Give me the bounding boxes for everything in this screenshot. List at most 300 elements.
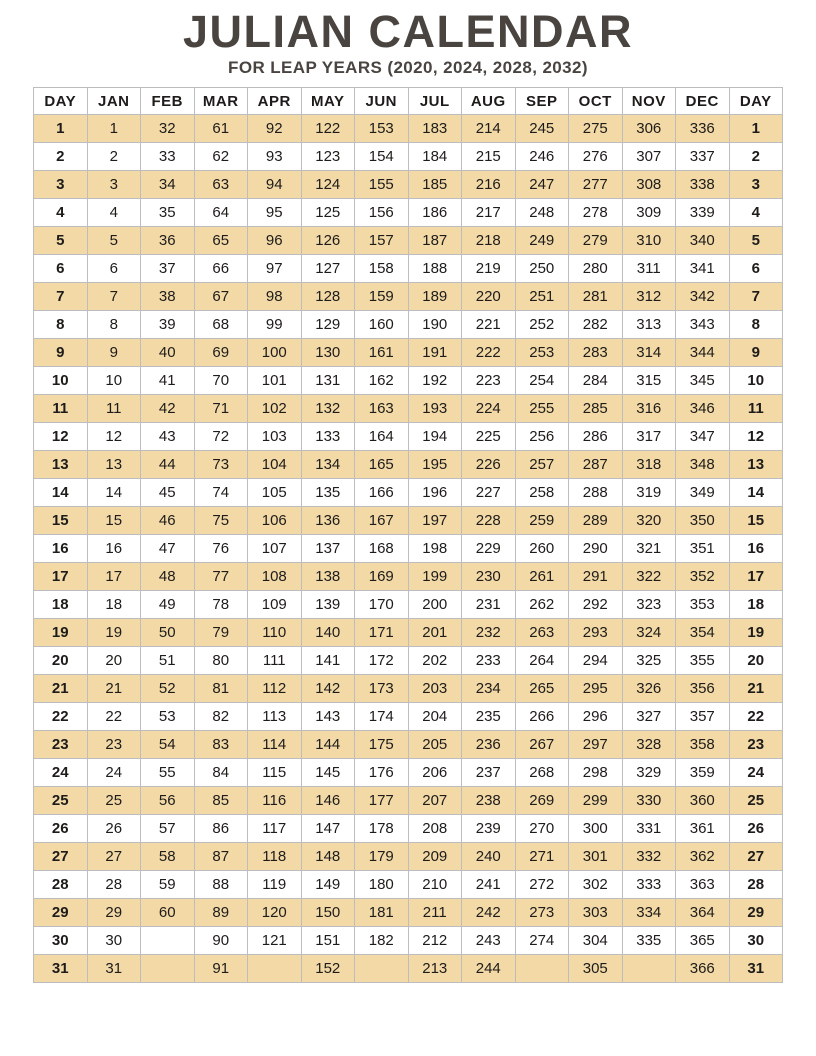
day-number-cell: 10 <box>729 367 783 395</box>
day-number-cell: 1 <box>729 115 783 143</box>
julian-date-cell: 319 <box>622 479 676 507</box>
julian-date-cell: 179 <box>355 843 409 871</box>
julian-date-cell: 280 <box>569 255 623 283</box>
julian-date-cell: 215 <box>462 143 516 171</box>
day-number-cell: 23 <box>729 731 783 759</box>
julian-date-cell: 169 <box>355 563 409 591</box>
julian-date-cell: 52 <box>141 675 195 703</box>
julian-date-cell: 227 <box>462 479 516 507</box>
julian-date-cell: 122 <box>301 115 355 143</box>
julian-date-cell: 348 <box>676 451 730 479</box>
julian-date-cell: 99 <box>248 311 302 339</box>
julian-date-cell: 284 <box>569 367 623 395</box>
julian-date-cell: 237 <box>462 759 516 787</box>
julian-date-cell: 307 <box>622 143 676 171</box>
julian-date-cell: 136 <box>301 507 355 535</box>
julian-date-cell: 247 <box>515 171 569 199</box>
julian-date-cell: 19 <box>87 619 141 647</box>
julian-date-cell: 44 <box>141 451 195 479</box>
julian-date-cell: 101 <box>248 367 302 395</box>
julian-date-cell: 189 <box>408 283 462 311</box>
julian-date-cell: 3 <box>87 171 141 199</box>
day-number-cell: 14 <box>729 479 783 507</box>
julian-date-cell: 115 <box>248 759 302 787</box>
julian-date-cell: 28 <box>87 871 141 899</box>
julian-date-cell: 328 <box>622 731 676 759</box>
julian-date-cell: 33 <box>141 143 195 171</box>
day-number-cell: 13 <box>34 451 88 479</box>
day-number-cell: 22 <box>34 703 88 731</box>
julian-date-cell: 66 <box>194 255 248 283</box>
julian-date-cell: 34 <box>141 171 195 199</box>
julian-date-cell: 343 <box>676 311 730 339</box>
julian-date-cell: 267 <box>515 731 569 759</box>
julian-date-cell: 8 <box>87 311 141 339</box>
julian-date-cell: 234 <box>462 675 516 703</box>
day-number-cell: 5 <box>729 227 783 255</box>
julian-date-cell: 126 <box>301 227 355 255</box>
julian-date-cell: 155 <box>355 171 409 199</box>
julian-date-cell: 93 <box>248 143 302 171</box>
julian-date-cell: 152 <box>301 955 355 983</box>
julian-date-cell: 104 <box>248 451 302 479</box>
julian-date-cell: 163 <box>355 395 409 423</box>
julian-date-cell: 212 <box>408 927 462 955</box>
julian-date-cell: 337 <box>676 143 730 171</box>
julian-date-cell: 223 <box>462 367 516 395</box>
julian-date-cell: 333 <box>622 871 676 899</box>
julian-date-cell: 177 <box>355 787 409 815</box>
julian-date-cell: 225 <box>462 423 516 451</box>
julian-date-cell: 15 <box>87 507 141 535</box>
julian-date-cell: 67 <box>194 283 248 311</box>
julian-date-cell: 32 <box>141 115 195 143</box>
julian-date-cell: 35 <box>141 199 195 227</box>
julian-date-cell: 157 <box>355 227 409 255</box>
julian-date-cell: 220 <box>462 283 516 311</box>
julian-date-cell: 71 <box>194 395 248 423</box>
column-header: SEP <box>515 88 569 115</box>
julian-date-cell: 48 <box>141 563 195 591</box>
julian-date-cell: 207 <box>408 787 462 815</box>
day-number-cell: 2 <box>729 143 783 171</box>
day-number-cell: 27 <box>34 843 88 871</box>
julian-date-cell: 242 <box>462 899 516 927</box>
julian-date-cell: 308 <box>622 171 676 199</box>
julian-date-cell: 60 <box>141 899 195 927</box>
julian-date-cell: 27 <box>87 843 141 871</box>
column-header: AUG <box>462 88 516 115</box>
julian-date-cell: 53 <box>141 703 195 731</box>
day-number-cell: 25 <box>729 787 783 815</box>
julian-date-cell: 181 <box>355 899 409 927</box>
julian-date-cell: 96 <box>248 227 302 255</box>
julian-date-cell: 144 <box>301 731 355 759</box>
julian-date-cell: 78 <box>194 591 248 619</box>
julian-date-cell: 158 <box>355 255 409 283</box>
julian-date-cell: 121 <box>248 927 302 955</box>
julian-date-cell: 85 <box>194 787 248 815</box>
day-number-cell: 10 <box>34 367 88 395</box>
header-row <box>34 88 783 115</box>
julian-date-cell: 363 <box>676 871 730 899</box>
julian-date-cell: 357 <box>676 703 730 731</box>
julian-date-cell: 16 <box>87 535 141 563</box>
julian-date-cell: 359 <box>676 759 730 787</box>
day-number-cell: 4 <box>34 199 88 227</box>
julian-date-cell: 248 <box>515 199 569 227</box>
day-number-cell: 20 <box>729 647 783 675</box>
julian-date-cell: 109 <box>248 591 302 619</box>
day-number-cell: 11 <box>34 395 88 423</box>
julian-date-cell <box>622 955 676 983</box>
julian-date-cell: 146 <box>301 787 355 815</box>
julian-date-cell: 107 <box>248 535 302 563</box>
julian-date-cell: 175 <box>355 731 409 759</box>
julian-date-cell: 309 <box>622 199 676 227</box>
julian-date-cell: 344 <box>676 339 730 367</box>
julian-date-cell: 63 <box>194 171 248 199</box>
julian-date-cell: 265 <box>515 675 569 703</box>
julian-date-cell: 132 <box>301 395 355 423</box>
julian-date-cell: 153 <box>355 115 409 143</box>
julian-date-cell: 293 <box>569 619 623 647</box>
julian-date-cell: 268 <box>515 759 569 787</box>
julian-date-cell: 300 <box>569 815 623 843</box>
julian-date-cell: 257 <box>515 451 569 479</box>
julian-date-cell: 4 <box>87 199 141 227</box>
julian-date-cell: 7 <box>87 283 141 311</box>
table-row <box>34 675 783 703</box>
julian-date-cell: 295 <box>569 675 623 703</box>
table-row <box>34 255 783 283</box>
julian-date-cell: 43 <box>141 423 195 451</box>
julian-date-cell: 151 <box>301 927 355 955</box>
table-row <box>34 703 783 731</box>
julian-date-cell: 94 <box>248 171 302 199</box>
julian-date-cell: 355 <box>676 647 730 675</box>
julian-date-cell: 310 <box>622 227 676 255</box>
julian-date-cell: 232 <box>462 619 516 647</box>
table-row <box>34 955 783 983</box>
julian-date-cell: 186 <box>408 199 462 227</box>
julian-date-cell: 70 <box>194 367 248 395</box>
julian-date-cell: 203 <box>408 675 462 703</box>
julian-date-cell: 272 <box>515 871 569 899</box>
julian-date-cell: 271 <box>515 843 569 871</box>
julian-date-cell: 11 <box>87 395 141 423</box>
julian-date-cell: 185 <box>408 171 462 199</box>
julian-date-cell: 258 <box>515 479 569 507</box>
julian-date-cell: 23 <box>87 731 141 759</box>
julian-date-cell: 330 <box>622 787 676 815</box>
table-row <box>34 535 783 563</box>
table-row <box>34 927 783 955</box>
julian-date-cell: 133 <box>301 423 355 451</box>
julian-date-cell: 102 <box>248 395 302 423</box>
julian-date-cell: 287 <box>569 451 623 479</box>
julian-date-cell: 210 <box>408 871 462 899</box>
table-row <box>34 283 783 311</box>
julian-date-cell: 150 <box>301 899 355 927</box>
julian-date-cell: 202 <box>408 647 462 675</box>
julian-date-cell: 352 <box>676 563 730 591</box>
julian-date-cell: 198 <box>408 535 462 563</box>
julian-date-cell: 36 <box>141 227 195 255</box>
julian-date-cell: 275 <box>569 115 623 143</box>
julian-date-cell: 199 <box>408 563 462 591</box>
julian-date-cell: 296 <box>569 703 623 731</box>
day-number-cell: 19 <box>729 619 783 647</box>
julian-date-cell: 246 <box>515 143 569 171</box>
day-number-cell: 1 <box>34 115 88 143</box>
julian-date-cell: 324 <box>622 619 676 647</box>
julian-date-cell: 291 <box>569 563 623 591</box>
julian-date-cell: 347 <box>676 423 730 451</box>
julian-date-cell: 161 <box>355 339 409 367</box>
julian-date-cell <box>141 927 195 955</box>
julian-date-cell: 69 <box>194 339 248 367</box>
julian-date-cell: 200 <box>408 591 462 619</box>
julian-date-cell: 314 <box>622 339 676 367</box>
julian-date-cell: 208 <box>408 815 462 843</box>
julian-date-cell: 235 <box>462 703 516 731</box>
julian-date-cell: 331 <box>622 815 676 843</box>
day-number-cell: 26 <box>34 815 88 843</box>
day-number-cell: 30 <box>729 927 783 955</box>
julian-date-cell: 326 <box>622 675 676 703</box>
julian-date-cell: 253 <box>515 339 569 367</box>
julian-date-cell: 251 <box>515 283 569 311</box>
column-header: MAY <box>301 88 355 115</box>
julian-date-cell: 350 <box>676 507 730 535</box>
julian-date-cell: 170 <box>355 591 409 619</box>
julian-date-cell: 230 <box>462 563 516 591</box>
julian-date-cell: 269 <box>515 787 569 815</box>
julian-date-cell: 164 <box>355 423 409 451</box>
julian-date-cell: 173 <box>355 675 409 703</box>
julian-date-cell: 315 <box>622 367 676 395</box>
julian-date-cell: 342 <box>676 283 730 311</box>
julian-date-cell: 213 <box>408 955 462 983</box>
julian-date-cell: 256 <box>515 423 569 451</box>
table-row <box>34 759 783 787</box>
day-number-cell: 3 <box>729 171 783 199</box>
julian-date-cell: 37 <box>141 255 195 283</box>
julian-date-cell: 81 <box>194 675 248 703</box>
julian-date-cell: 358 <box>676 731 730 759</box>
julian-date-cell: 18 <box>87 591 141 619</box>
page-subtitle: FOR LEAP YEARS (2020, 2024, 2028, 2032) <box>228 58 588 78</box>
julian-date-cell: 87 <box>194 843 248 871</box>
table-row <box>34 199 783 227</box>
julian-date-cell: 50 <box>141 619 195 647</box>
day-number-cell: 28 <box>34 871 88 899</box>
julian-date-cell: 82 <box>194 703 248 731</box>
julian-date-cell: 187 <box>408 227 462 255</box>
julian-date-cell <box>355 955 409 983</box>
julian-date-cell: 255 <box>515 395 569 423</box>
day-number-cell: 18 <box>729 591 783 619</box>
julian-date-cell: 6 <box>87 255 141 283</box>
table-row <box>34 423 783 451</box>
julian-date-cell: 292 <box>569 591 623 619</box>
table-header <box>34 88 783 115</box>
julian-date-cell: 40 <box>141 339 195 367</box>
column-header: DAY <box>729 88 783 115</box>
julian-date-cell: 221 <box>462 311 516 339</box>
julian-date-cell: 305 <box>569 955 623 983</box>
julian-date-cell: 21 <box>87 675 141 703</box>
julian-date-cell: 356 <box>676 675 730 703</box>
julian-date-cell: 336 <box>676 115 730 143</box>
julian-date-cell: 137 <box>301 535 355 563</box>
julian-date-cell: 5 <box>87 227 141 255</box>
day-number-cell: 9 <box>729 339 783 367</box>
julian-date-cell: 1 <box>87 115 141 143</box>
julian-date-cell: 282 <box>569 311 623 339</box>
day-number-cell: 3 <box>34 171 88 199</box>
column-header: NOV <box>622 88 676 115</box>
julian-date-cell: 243 <box>462 927 516 955</box>
julian-date-cell: 41 <box>141 367 195 395</box>
julian-date-cell: 244 <box>462 955 516 983</box>
julian-date-cell: 131 <box>301 367 355 395</box>
julian-date-cell: 351 <box>676 535 730 563</box>
day-number-cell: 13 <box>729 451 783 479</box>
table-row <box>34 311 783 339</box>
julian-date-cell: 31 <box>87 955 141 983</box>
julian-date-cell: 73 <box>194 451 248 479</box>
table-row <box>34 563 783 591</box>
julian-date-cell: 206 <box>408 759 462 787</box>
julian-date-cell: 321 <box>622 535 676 563</box>
julian-date-cell: 59 <box>141 871 195 899</box>
julian-date-cell: 349 <box>676 479 730 507</box>
julian-date-cell: 204 <box>408 703 462 731</box>
julian-date-cell: 162 <box>355 367 409 395</box>
day-number-cell: 21 <box>729 675 783 703</box>
julian-date-cell: 266 <box>515 703 569 731</box>
julian-date-cell: 54 <box>141 731 195 759</box>
julian-date-cell: 362 <box>676 843 730 871</box>
julian-date-cell: 49 <box>141 591 195 619</box>
julian-date-cell: 143 <box>301 703 355 731</box>
julian-date-cell: 249 <box>515 227 569 255</box>
julian-date-cell: 222 <box>462 339 516 367</box>
table-row <box>34 871 783 899</box>
julian-calendar-table <box>33 87 783 983</box>
julian-date-cell: 335 <box>622 927 676 955</box>
julian-date-cell: 46 <box>141 507 195 535</box>
julian-date-cell: 30 <box>87 927 141 955</box>
table-row <box>34 787 783 815</box>
table-row <box>34 479 783 507</box>
julian-date-cell: 231 <box>462 591 516 619</box>
julian-date-cell: 261 <box>515 563 569 591</box>
julian-date-cell: 195 <box>408 451 462 479</box>
julian-date-cell: 90 <box>194 927 248 955</box>
day-number-cell: 8 <box>729 311 783 339</box>
julian-date-cell: 184 <box>408 143 462 171</box>
julian-date-cell: 142 <box>301 675 355 703</box>
julian-date-cell: 129 <box>301 311 355 339</box>
table-row <box>34 647 783 675</box>
julian-date-cell: 366 <box>676 955 730 983</box>
julian-date-cell: 106 <box>248 507 302 535</box>
julian-date-cell: 327 <box>622 703 676 731</box>
julian-date-cell: 264 <box>515 647 569 675</box>
julian-date-cell: 294 <box>569 647 623 675</box>
julian-date-cell: 334 <box>622 899 676 927</box>
julian-date-cell: 168 <box>355 535 409 563</box>
day-number-cell: 25 <box>34 787 88 815</box>
day-number-cell: 29 <box>34 899 88 927</box>
julian-date-cell: 182 <box>355 927 409 955</box>
day-number-cell: 31 <box>34 955 88 983</box>
julian-date-cell: 89 <box>194 899 248 927</box>
day-number-cell: 17 <box>34 563 88 591</box>
julian-date-cell: 26 <box>87 815 141 843</box>
julian-date-cell: 47 <box>141 535 195 563</box>
table-row <box>34 731 783 759</box>
julian-date-cell: 250 <box>515 255 569 283</box>
day-number-cell: 30 <box>34 927 88 955</box>
table-row <box>34 171 783 199</box>
day-number-cell: 31 <box>729 955 783 983</box>
julian-date-cell: 252 <box>515 311 569 339</box>
table-row <box>34 843 783 871</box>
julian-date-cell: 139 <box>301 591 355 619</box>
julian-date-cell: 297 <box>569 731 623 759</box>
julian-date-cell: 320 <box>622 507 676 535</box>
julian-date-cell: 193 <box>408 395 462 423</box>
julian-date-cell: 127 <box>301 255 355 283</box>
day-number-cell: 23 <box>34 731 88 759</box>
julian-date-cell: 61 <box>194 115 248 143</box>
day-number-cell: 12 <box>729 423 783 451</box>
julian-date-cell: 167 <box>355 507 409 535</box>
day-number-cell: 12 <box>34 423 88 451</box>
julian-date-cell: 303 <box>569 899 623 927</box>
julian-date-cell <box>515 955 569 983</box>
julian-date-cell: 240 <box>462 843 516 871</box>
julian-date-cell: 84 <box>194 759 248 787</box>
column-header: FEB <box>141 88 195 115</box>
julian-date-cell: 274 <box>515 927 569 955</box>
julian-date-cell: 76 <box>194 535 248 563</box>
julian-date-cell: 259 <box>515 507 569 535</box>
julian-date-cell: 322 <box>622 563 676 591</box>
julian-date-cell: 281 <box>569 283 623 311</box>
julian-date-cell: 45 <box>141 479 195 507</box>
julian-date-cell: 218 <box>462 227 516 255</box>
day-number-cell: 2 <box>34 143 88 171</box>
julian-date-cell: 216 <box>462 171 516 199</box>
table-row <box>34 815 783 843</box>
julian-date-cell: 340 <box>676 227 730 255</box>
julian-date-cell: 353 <box>676 591 730 619</box>
day-number-cell: 28 <box>729 871 783 899</box>
julian-date-cell: 9 <box>87 339 141 367</box>
julian-date-cell: 214 <box>462 115 516 143</box>
julian-date-cell: 22 <box>87 703 141 731</box>
julian-date-cell: 332 <box>622 843 676 871</box>
julian-date-cell: 79 <box>194 619 248 647</box>
julian-date-cell: 194 <box>408 423 462 451</box>
julian-date-cell: 160 <box>355 311 409 339</box>
julian-date-cell: 103 <box>248 423 302 451</box>
